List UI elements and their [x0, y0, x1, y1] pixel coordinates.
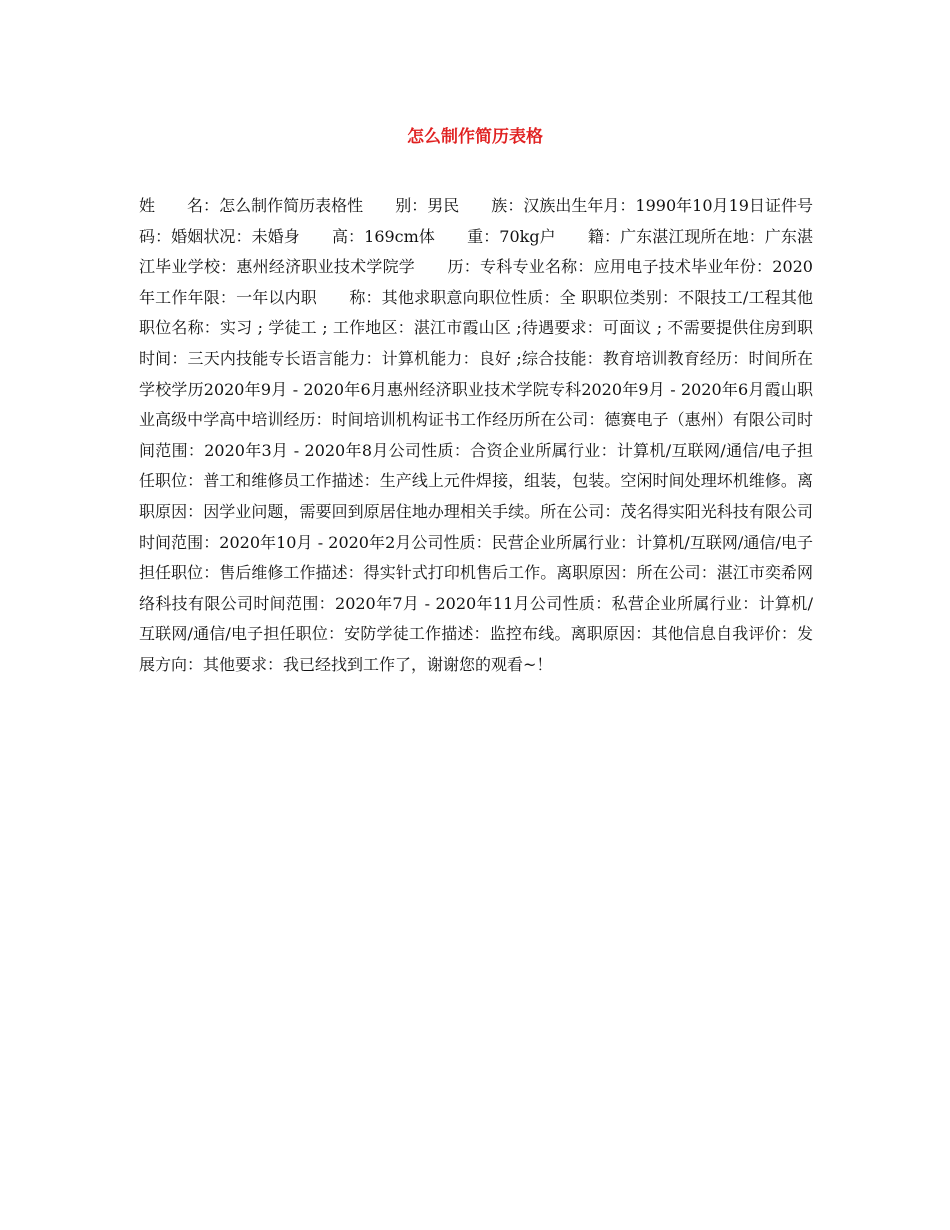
document-body-text: 姓 名：怎么制作简历表格性 别：男民 族：汉族出生年月：1990年10月19日证件号码：婚姻状况：未婚身 高：169cm体 重：70kg户 籍：广东湛江现所在地：广东湛江毕业学校：惠州经济职业技术学院学 历：专科专业名称：应用电子技术毕业年份：2020年工作年限：一年以内职 称：其他求职意向职位性质：全 职职位类别：不限技工/工程其他职位名称：实习 ; 学徒工 ; 工作地区：湛江市霞山区 ;待遇要求：可面议 ; 不需要提供住房到职时间：三天内技能专长语言能力：计算机能力：良好 ;综合技能：教育培训教育经历：时间所在学校学历2020年9月 - 2020年6月惠州经济职业技术学院专科2020年9月 - 2020年6月霞山职业高级中学高中培训经历：时间培训机构证书工作经历所在公司：德赛电子（惠州）有限公司时间范围：2020年3月 - 2020年8月公司性质：合资企业所属行业：计算机/互联网/通信/电子担任职位：普工和维修员工作描述：生产线上元件焊接，组装，包装。空闲时间处理坏机维修。离职原因：因学业问题，需要回到原居住地办理相关手续。所在公司：茂名得实阳光科技有限公司时间范围：2020年10月 - 2020年2月公司性质：民营企业所属行业：计算机/互联网/通信/电子担任职位：售后维修工作描述：得实针式打印机售后工作。离职原因：所在公司：湛江市奕希网络科技有限公司时间范围：2020年7月 - 2020年11月公司性质：私营企业所属行业：计算机/互联网/通信/电子担任职位：安防学徒工作描述：监控布线。离职原因：其他信息自我评价：发展方向：其他要求：我已经找到工作了，谢谢您的观看~！: [139, 196, 813, 674]
document-title: 怎么制作简历表格: [407, 127, 543, 147]
